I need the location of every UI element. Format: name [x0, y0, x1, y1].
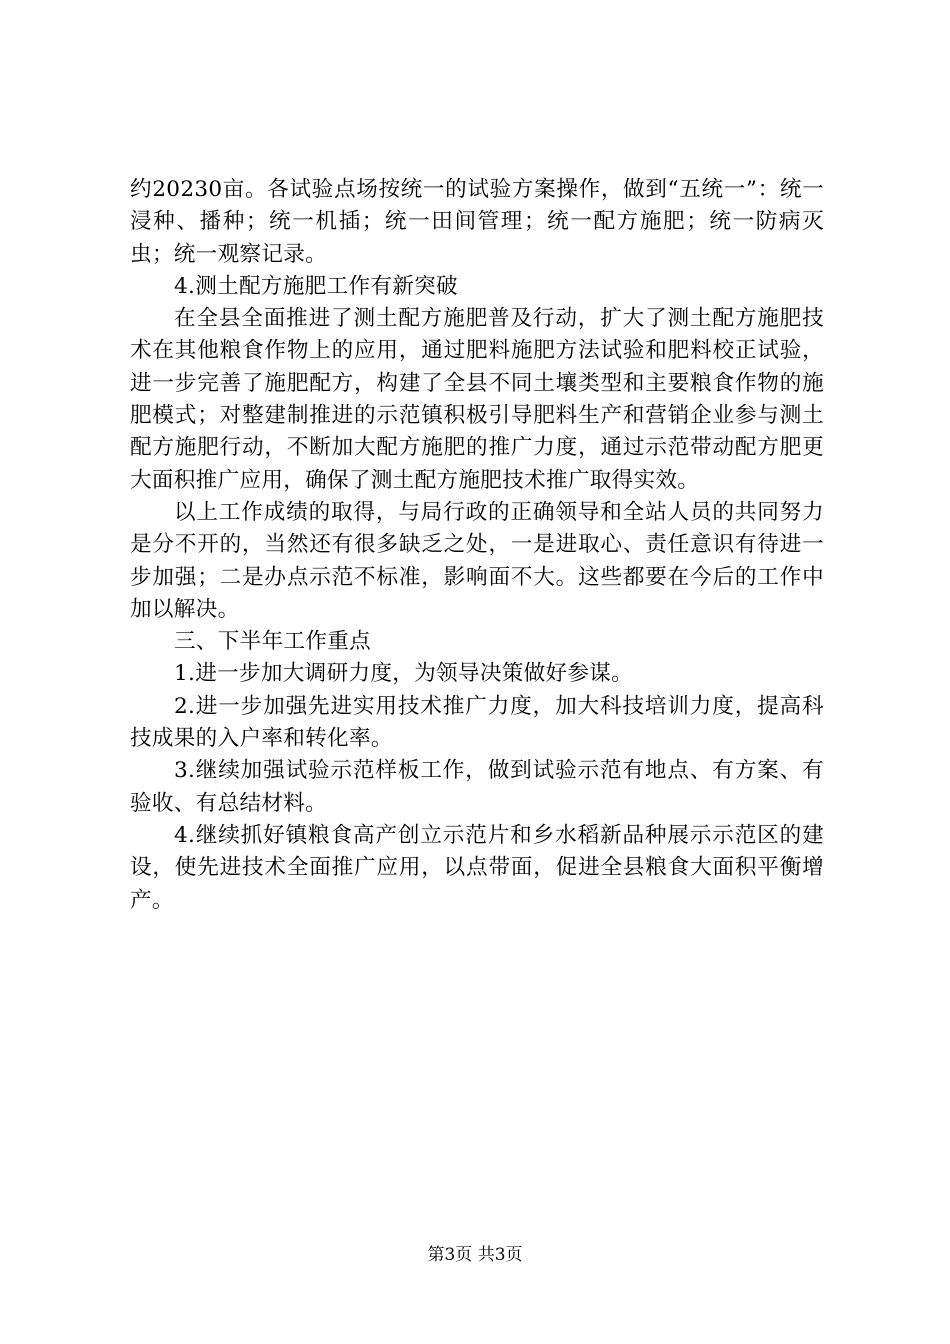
paragraph-soil-testing-details: 在全县全面推进了测土配方施肥普及行动，扩大了测土配方施肥技术在其他粮食作物上的应用，通过肥料施肥方法试验和肥料校正试验，进一步完善了施肥配方，构建了全县不同土壤类型和主要粮食作物的施肥模式；对整建制推进的示范镇积极引导肥料生产和营销企业参与测土配方施肥行动，不断加大配方施肥的推广力度，通过示范带动配方肥更大面积推广应用，确保了测土配方施肥技术推广取得实效。	[130, 306, 824, 493]
list-item-priority-3: 3.继续加强试验示范样板工作，做到试验示范有地点、有方案、有验收、有总结材料。	[130, 758, 824, 816]
page-number-footer: 第3页 共3页	[427, 1245, 523, 1265]
document-body	[130, 174, 824, 917]
list-item-priority-1: 1.进一步加大调研力度，为领导决策做好参谋。	[174, 661, 634, 687]
list-item-priority-2: 2.进一步加强先进实用技术推广力度，加大科技培训力度，提高科技成果的入户率和转化率。	[130, 693, 824, 752]
paragraph-trial-summary: 约20230亩。各试验点场按统一的试验方案操作，做到“五统一”：统一浸种、播种；统一机插；统一田间管理；统一配方施肥；统一防病灭虫；统一观察记录。	[130, 177, 824, 267]
list-item-priority-4: 4.继续抓好镇粮食高产创立示范片和乡水稻新品种展示示范区的建设，使先进技术全面推广应用，以点带面，促进全县粮食大面积平衡增产。	[130, 822, 824, 913]
heading-second-half-priorities: 三、下半年工作重点	[174, 629, 372, 655]
heading-soil-testing-fertilization: 4.测土配方施肥工作有新突破	[174, 273, 458, 299]
paragraph-achievements-shortcomings: 以上工作成绩的取得，与局行政的正确领导和全站人员的共同努力是分不开的，当然还有很多缺乏之处，一是进取心、责任意识有待进一步加强；二是办点示范不标准，影响面不大。这些都要在今后的工作中加以解决。	[130, 499, 824, 622]
